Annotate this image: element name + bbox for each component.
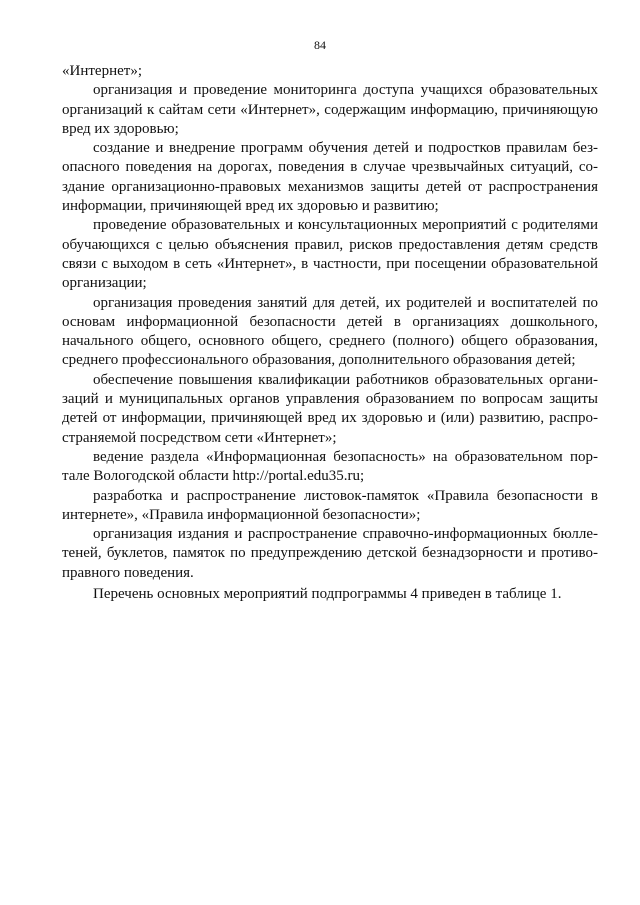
paragraph-continuation: «Интернет»; [62,63,142,79]
document-body [62,62,598,604]
paragraph-table-reference: Перечень основных мероприятий подпрограммы 4 приведен в таблице 1. [93,586,562,603]
paragraph-qualification: обеспечение повышения квалификации работников образовательных организаций и муниципальных органов управления образованием по вопросам защиты детей от информации, причиняющей вред их здоровью и (или) развитию, распространяемой посредством сети «Интернет»; [62,371,598,446]
paragraph-bulletins: организация издания и распространение справочно-информационных бюллетеней, буклетов, памяток по предупреждению детской безнадзорности и противоправного поведения. [62,526,598,581]
paragraph-leaflets: разработка и распространение листовок-памяток «Правила безопасности в интернете», «Правила информационной безопасности»; [62,487,598,523]
paragraph-training-programs: создание и внедрение программ обучения детей и подростков правилам безопасного поведения на дорогах, поведения в случае чрезвычайных ситуаций, создание организационно-правовых механизмов защиты детей от распространения информации, причиняющей вред их здоровью и развитию; [62,140,598,215]
page-number: 84 [314,38,326,52]
paragraph-portal-section: ведение раздела «Информационная безопасность» на образовательном портале Вологодской области http://portal.edu35.ru; [62,448,598,485]
paragraph-parent-events: проведение образовательных и консультационных мероприятий с родителями обучающихся с целью объяснения правил, рисков предоставления детям средств связи с выходом в сеть «Интернет», в частности, при посещении образовательной организации; [62,217,598,292]
paragraph-monitoring: организация и проведение мониторинга доступа учащихся образовательных организаций к сайтам сети «Интернет», содержащим информацию, причиняющую вред их здоровью; [62,82,598,137]
paragraph-lessons: организация проведения занятий для детей, их родителей и воспитателей по основам информационной безопасности детей в организациях дошкольного, начального общего, основного общего, среднего (полного) общего образования, среднего профессионального образования, дополнительного образования детей; [62,294,598,369]
